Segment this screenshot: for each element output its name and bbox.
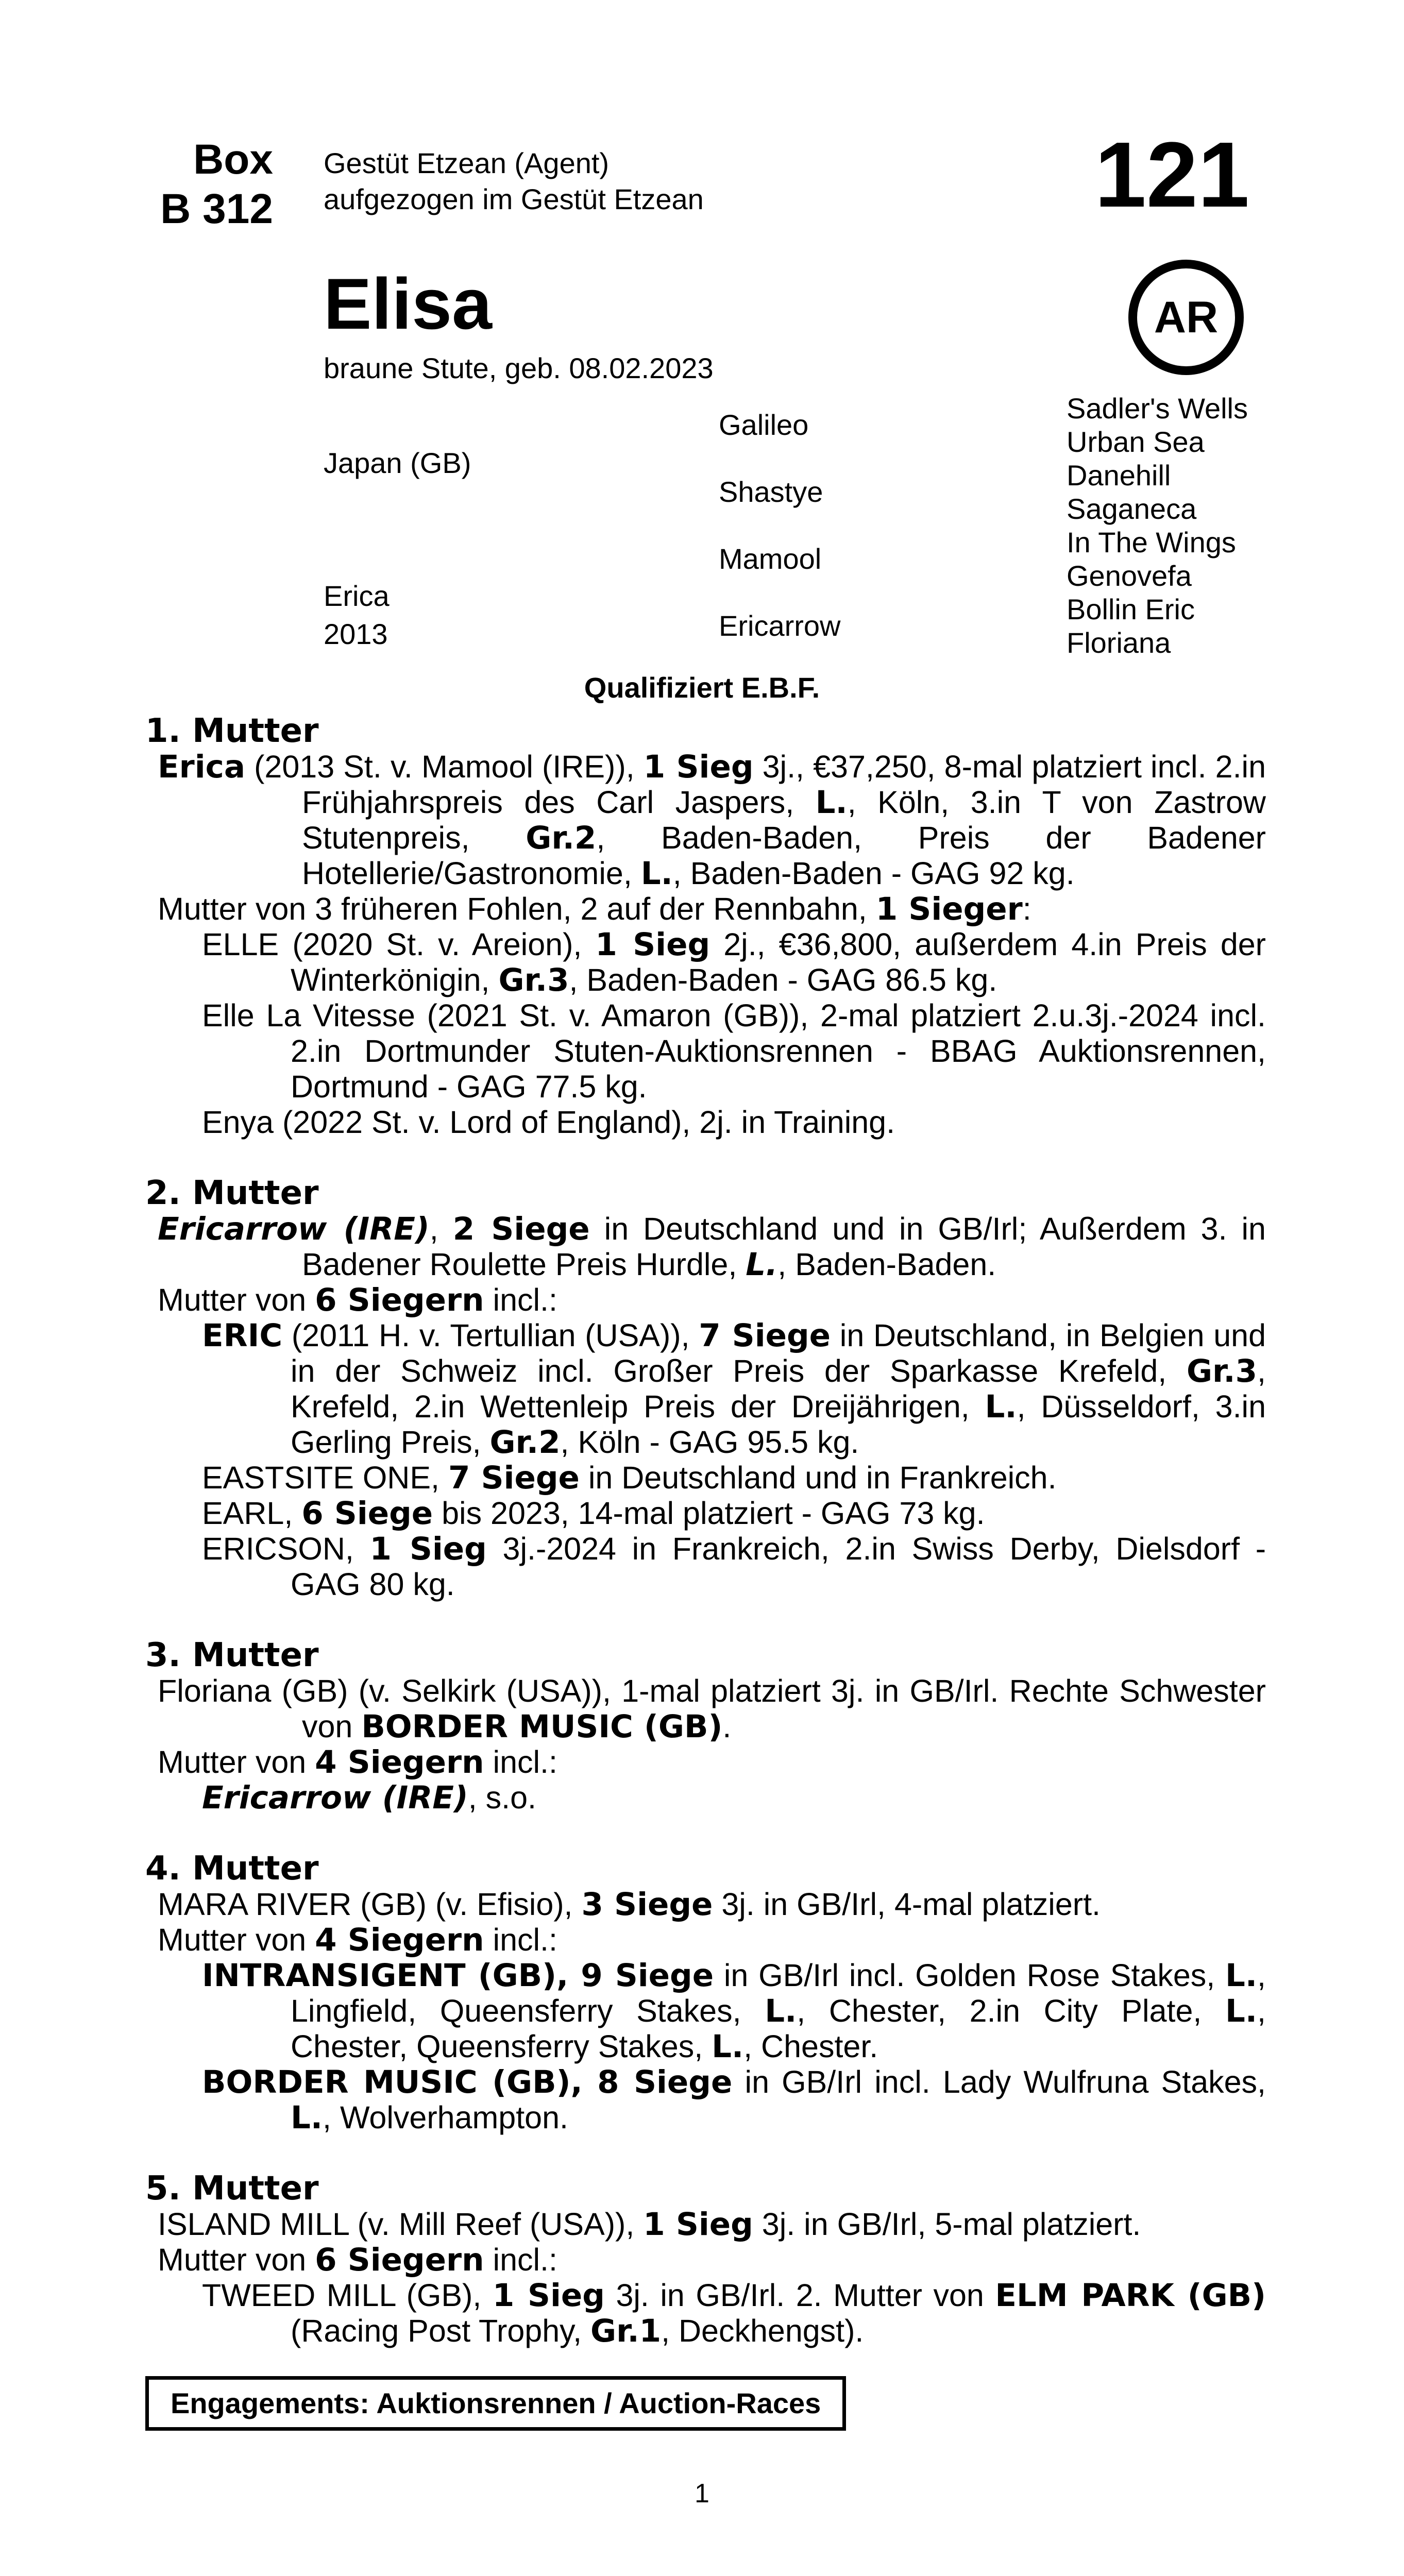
- lot-number: 121: [1094, 123, 1249, 227]
- pedigree-dam-dam: Ericarrow: [719, 609, 841, 642]
- pedigree-g3-3: Danehill: [1067, 459, 1171, 492]
- produce-summary: Mutter von 4 Siegern incl.:: [158, 1744, 557, 1781]
- section-dam5: [145, 2171, 1266, 2349]
- engagements-box: Engagements: Auktionsrennen / Auction-Races: [145, 2376, 846, 2431]
- produce-entry: Elle La Vitesse (2021 St. v. Amaron (GB)), 2-mal platziert 2.u.3j.-2024 incl. 2.in Dortmunder Stuten-Auktionsrennen - BBAG Auktionsrennen, Dortmund - GAG 77.5 kg.: [202, 998, 1266, 1104]
- produce-summary: Mutter von 3 früheren Fohlen, 2 auf der Rennbahn, 1 Sieger:: [158, 891, 1031, 927]
- section-heading: 5. Mutter: [145, 2170, 319, 2208]
- produce-summary: Mutter von 6 Siegern incl.:: [158, 2242, 557, 2278]
- horse-description: braune Stute, geb. 08.02.2023: [324, 352, 714, 384]
- pedigree-dam: Erica: [324, 580, 390, 612]
- dam-record: MARA RIVER (GB) (v. Efisio), 3 Siege 3j. in GB/Irl, 4-mal platziert.: [158, 1886, 1101, 1923]
- produce-summary: Mutter von 6 Siegern incl.:: [158, 1282, 557, 1318]
- produce-entry: BORDER MUSIC (GB), 8 Siege in GB/Irl incl. Lady Wulfruna Stakes, L., Wolverhampton.: [202, 2064, 1266, 2136]
- section-heading: 4. Mutter: [145, 1850, 319, 1888]
- pedigree-g3-5: In The Wings: [1067, 526, 1236, 558]
- qualification: Qualifiziert E.B.F.: [584, 671, 820, 704]
- section-dam2: [145, 1176, 1266, 1602]
- dam-record: ISLAND MILL (v. Mill Reef (USA)), 1 Sieg 3j. in GB/Irl, 5-mal platziert.: [158, 2206, 1141, 2243]
- pedigree-g3-4: Saganeca: [1067, 493, 1197, 525]
- pedigree-g3-7: Bollin Eric: [1067, 593, 1195, 625]
- ar-badge: AR: [1128, 260, 1244, 375]
- box-line1: Box: [193, 136, 273, 183]
- section-dam4: [145, 1851, 1266, 2136]
- section-dam3: [145, 1638, 1266, 1816]
- section-dam1: [145, 714, 1266, 1140]
- produce-entry: ERIC (2011 H. v. Tertullian (USA)), 7 Siege in Deutschland, in Belgien und in der Schweiz incl. Großer Preis der Sparkasse Krefeld, Gr.3, Krefeld, 2.in Wettenleip Preis der Dreijährigen, L., Düsseldorf, 3.in Gerling Preis, Gr.2, Köln - GAG 95.5 kg.: [202, 1317, 1266, 1461]
- produce-entry: TWEED MILL (GB), 1 Sieg 3j. in GB/Irl. 2. Mutter von ELM PARK (GB) (Racing Post Trophy, Gr.1, Deckhengst).: [202, 2277, 1266, 2349]
- produce-entry: EARL, 6 Siege bis 2023, 14-mal platziert - GAG 73 kg.: [202, 1495, 985, 1532]
- pedigree-g3-6: Genovefa: [1067, 560, 1192, 592]
- section-heading: 2. Mutter: [145, 1174, 319, 1212]
- consignor: Gestüt Etzean (Agent): [324, 147, 610, 179]
- produce-summary: Mutter von 4 Siegern incl.:: [158, 1922, 557, 1958]
- page-number: 1: [695, 2479, 709, 2509]
- pedigree-sire-dam: Shastye: [719, 476, 823, 508]
- dam-record: Erica (2013 St. v. Mamool (IRE)), 1 Sieg 3j., €37,250, 8-mal platziert incl. 2.in Frühjahrspreis des Carl Jaspers, L., Köln, 3.in T von Zastrow Stutenpreis, Gr.2, Baden-Baden, Preis der Badener Hotellerie/Gastronomie, L., Baden-Baden - GAG 92 kg.: [158, 749, 1266, 892]
- pedigree-dam-year: 2013: [324, 618, 388, 650]
- raised-at: aufgezogen im Gestüt Etzean: [324, 183, 704, 215]
- pedigree-dam-sire: Mamool: [719, 543, 822, 575]
- pedigree-g3-2: Urban Sea: [1067, 426, 1205, 458]
- pedigree-sire-sire: Galileo: [719, 409, 809, 441]
- produce-entry: Ericarrow (IRE), s.o.: [202, 1780, 536, 1816]
- pedigree-details: [145, 714, 1266, 2349]
- produce-entry: ELLE (2020 St. v. Areion), 1 Sieg 2j., €36,800, außerdem 4.in Preis der Winterkönigin, Gr.3, Baden-Baden - GAG 86.5 kg.: [202, 926, 1266, 998]
- horse-name: Elisa: [324, 263, 492, 344]
- produce-entry: Enya (2022 St. v. Lord of England), 2j. in Training.: [202, 1105, 895, 1140]
- produce-entry: ERICSON, 1 Sieg 3j.-2024 in Frankreich, 2.in Swiss Derby, Dielsdorf - GAG 80 kg.: [202, 1531, 1266, 1602]
- dam-record: Ericarrow (IRE), 2 Siege in Deutschland und in GB/Irl; Außerdem 3. in Badener Roulette Preis Hurdle, L., Baden-Baden.: [158, 1211, 1266, 1283]
- pedigree-g3-1: Sadler's Wells: [1067, 392, 1248, 425]
- produce-entry: EASTSITE ONE, 7 Siege in Deutschland und in Frankreich.: [202, 1460, 1057, 1496]
- box-label: [119, 135, 273, 234]
- produce-entry: INTRANSIGENT (GB), 9 Siege in GB/Irl incl. Golden Rose Stakes, L., Lingfield, Queensferry Stakes, L., Chester, 2.in City Plate, L., Chester, Queensferry Stakes, L., Chester.: [202, 1957, 1266, 2065]
- box-line2: B 312: [160, 185, 273, 232]
- section-heading: 1. Mutter: [145, 712, 319, 750]
- section-heading: 3. Mutter: [145, 1636, 319, 1674]
- dam-record: Floriana (GB) (v. Selkirk (USA)), 1-mal platziert 3j. in GB/Irl. Rechte Schwester von BORDER MUSIC (GB).: [158, 1673, 1266, 1745]
- pedigree-g3-8: Floriana: [1067, 626, 1171, 659]
- consignor-block: [324, 145, 704, 217]
- pedigree-sire: Japan (GB): [324, 447, 471, 479]
